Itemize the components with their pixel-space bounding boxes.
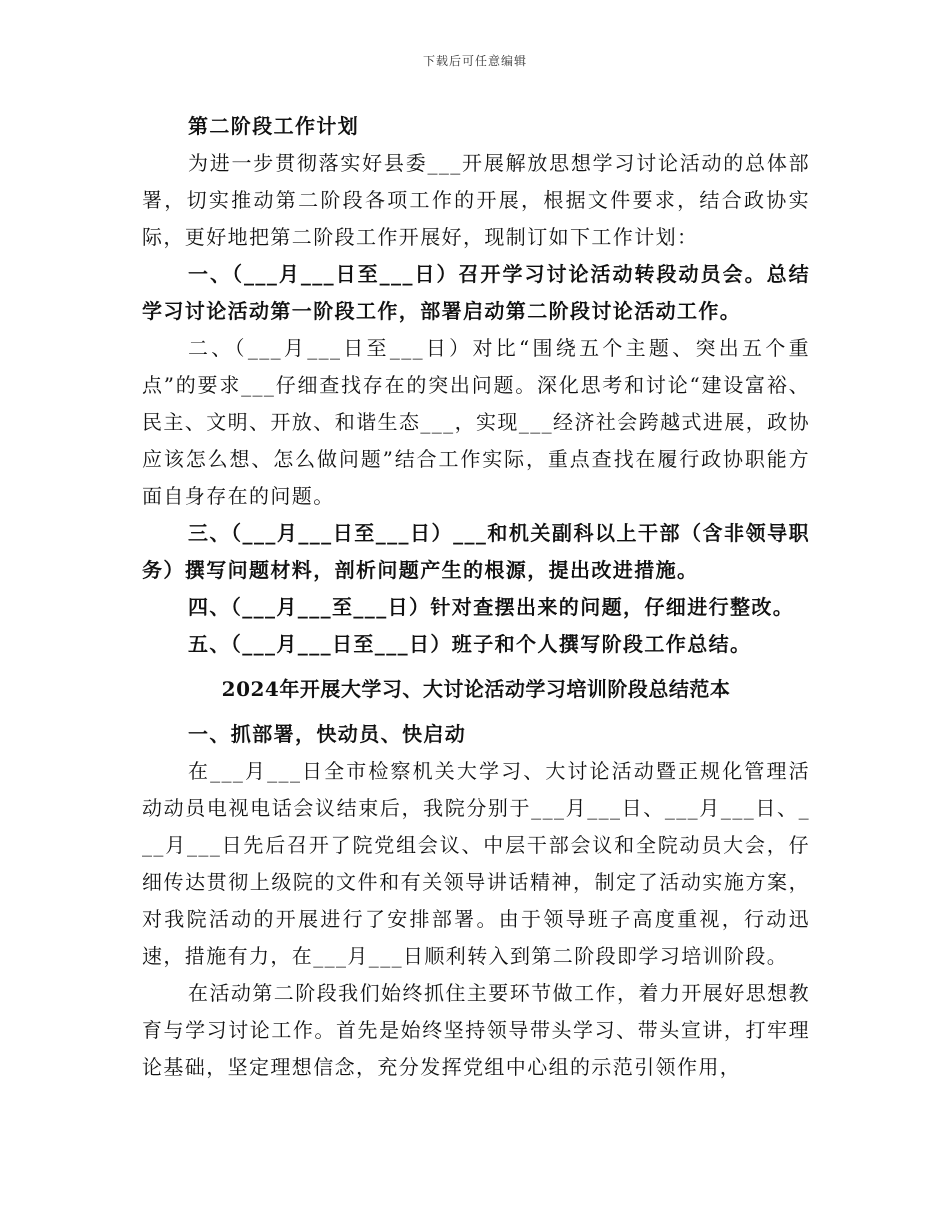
- doc2-title: 2024年开展大学习、大讨论活动学习培训阶段总结范本: [221, 677, 731, 701]
- doc2-section1-heading: 一、抓部署，快动员、快启动: [188, 722, 467, 746]
- plan-item-3: 三、（___月___日至___日）___和机关副科以上干部（含非领导职务）撰写问题材料，剖析问题产生的根源，提出改进措施。: [142, 521, 810, 582]
- plan-item-5: 五、（___月___日至___日）班子和个人撰写阶段工作总结。: [188, 632, 752, 656]
- plan-item-1: 一、（___月___日至___日）召开学习讨论活动转段动员会。总结学习讨论活动第一阶段工作，部署启动第二阶段讨论活动工作。: [142, 262, 810, 323]
- plan-item-2: 二、（___月___日至___日）对比“围绕五个主题、突出五个重点”的要求___仔细查找存在的突出问题。深化思考和讨论“建设富裕、民主、文明、开放、和谐生态___，实现___经济社会跨越式进展，政协应该怎么想、怎么做问题”结合工作实际，重点查找在履行政协职能方面自身存在的问题。: [142, 336, 810, 508]
- doc1-title: 第二阶段工作计划: [188, 114, 360, 138]
- page-header-note: 下载后可任意编辑: [422, 54, 527, 68]
- doc1-intro: 为进一步贯彻落实好县委___开展解放思想学习讨论活动的总体部署，切实推动第二阶段各项工作的开展，根据文件要求，结合政协实际，更好地把第二阶段工作开展好，现制订如下工作计划：: [142, 151, 810, 249]
- plan-item-4: 四、（___月___至___日）针对查摆出来的问题，仔细进行整改。: [188, 595, 795, 619]
- document-body: [142, 108, 810, 1086]
- doc2-paragraph-1: 在___月___日全市检察机关大学习、大讨论活动暨正规化管理活动动员电视电话会议结束后，我院分别于___月___日、___月___日、___月___日先后召开了院党组会议、中层干部会议和全院动员大会，仔细传达贯彻上级院的文件和有关领导讲话精神，制定了活动实施方案，对我院活动的开展进行了安排部署。由于领导班子高度重视，行动迅速，措施有力，在___月___日顺利转入到第二阶段即学习培训阶段。: [142, 759, 810, 968]
- doc2-paragraph-2: 在活动第二阶段我们始终抓住主要环节做工作，着力开展好思想教育与学习讨论工作。首先是始终坚持领导带头学习、带头宣讲，打牢理论基础，坚定理想信念，充分发挥党组中心组的示范引领作用，: [142, 981, 810, 1079]
